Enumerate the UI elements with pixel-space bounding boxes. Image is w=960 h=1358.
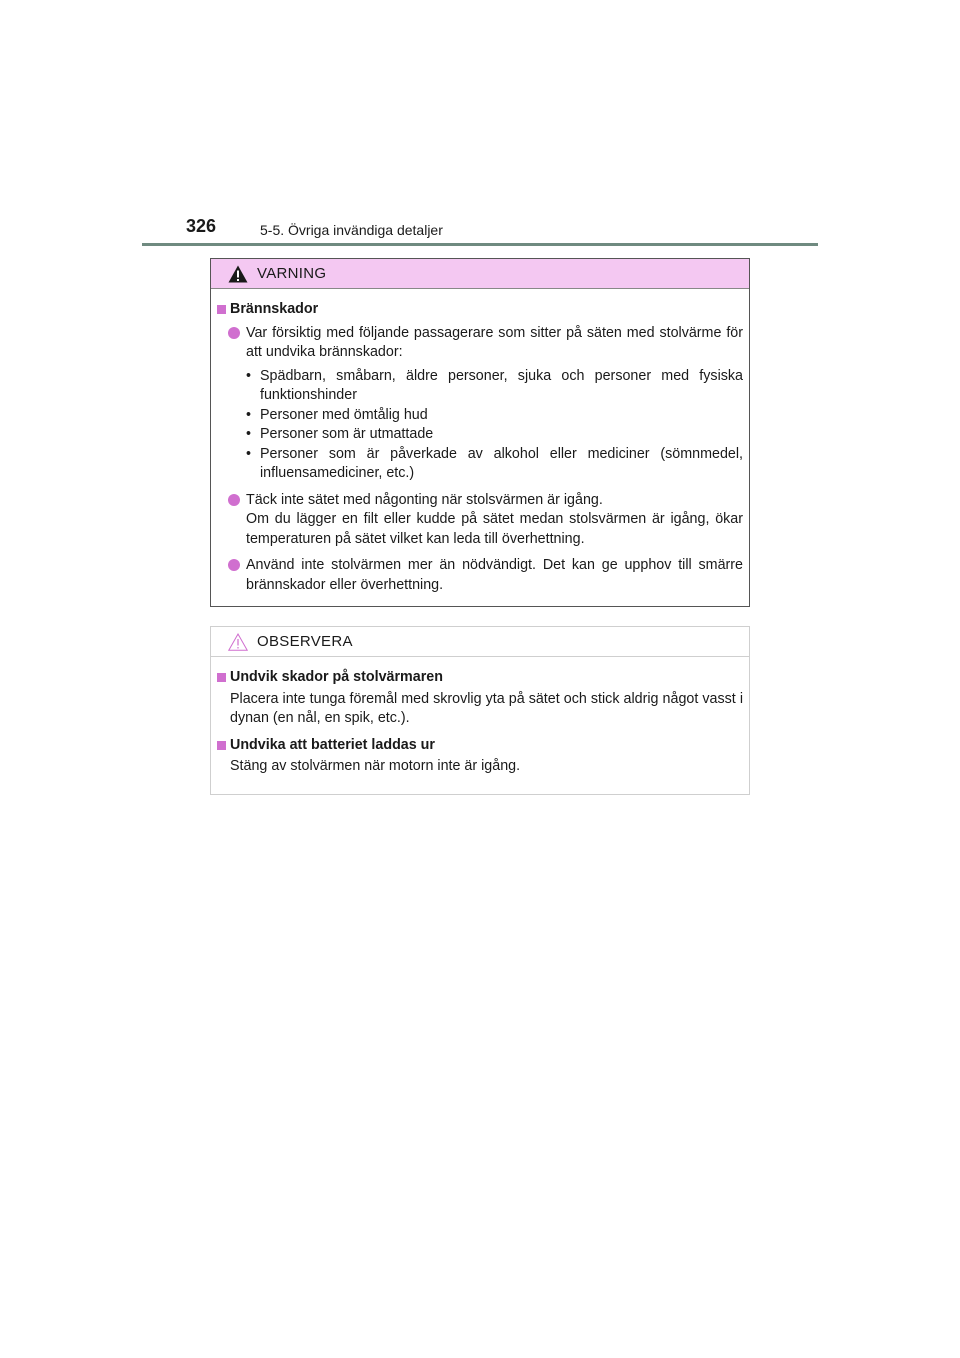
page-number: 326 <box>186 216 217 236</box>
warning-item2-line1: Täck inte sätet med någonting när stolsvärmen är igång. <box>246 491 603 508</box>
warning-item2-line2: Om du lägger en filt eller kudde på sätet medan stolsvärmen är igång, ökar temperaturen på sätet vilket kan leda till överhettning. <box>246 511 743 547</box>
warning-box <box>210 258 750 607</box>
bullet-char: • <box>246 445 252 462</box>
header-rule <box>142 243 818 246</box>
warning-item <box>217 491 743 550</box>
square-bullet-icon <box>217 741 226 750</box>
dot-bullet-icon <box>228 327 240 339</box>
square-bullet-icon <box>217 673 226 682</box>
warning-item <box>217 324 743 484</box>
warning-title: VARNING <box>257 265 327 282</box>
warning-item1-text: Var försiktig med följande passagerare som sitter på säten med stolvärme för att undvika brännskador: <box>246 324 743 360</box>
warning-heading <box>217 300 743 320</box>
caution-header <box>211 627 749 657</box>
caution-heading <box>217 736 743 756</box>
sub-list-item-text: Personer som är påverkade av alkohol eller mediciner (sömnmedel, influensamediciner, etc.) <box>260 445 743 481</box>
warning-item-text <box>246 324 743 484</box>
bullet-char: • <box>246 406 252 423</box>
dot-bullet-icon <box>228 494 240 506</box>
sub-list-item-text: Personer med ömtålig hud <box>260 406 428 423</box>
warning-item <box>217 556 743 595</box>
sub-list-item <box>246 425 743 445</box>
sub-list-item <box>246 445 743 484</box>
caution-body <box>211 657 749 777</box>
sub-list-item <box>246 367 743 406</box>
warning-triangle-icon <box>228 265 248 283</box>
sub-list <box>246 367 743 484</box>
caution-title: OBSERVERA <box>257 633 353 650</box>
caution-heading <box>217 668 743 688</box>
section-title: 5-5. Övriga invändiga detaljer <box>260 222 443 238</box>
bullet-char: • <box>246 426 252 442</box>
square-bullet-icon <box>217 305 226 314</box>
dot-bullet-icon <box>228 559 240 571</box>
sub-list-item-text: Personer som är utmattade <box>260 426 434 442</box>
bullet-char: • <box>246 367 252 384</box>
caution-box <box>210 626 750 795</box>
caution-heading1-text: Undvik skador på stolvärmaren <box>230 669 443 685</box>
warning-heading-text: Brännskador <box>230 301 319 317</box>
caution-heading2-text: Undvika att batteriet laddas ur <box>230 736 435 753</box>
caution-text: Stäng av stolvärmen när motorn inte är igång. <box>230 758 521 774</box>
warning-item3-text: Använd inte stolvärmen mer än nödvändigt. Det kan ge upphov till smärre brännskador eller överhettning. <box>246 557 743 593</box>
warning-header <box>211 259 749 289</box>
sub-list-item-text: Spädbarn, småbarn, äldre personer, sjuka och personer med fysiska funktionshinder <box>260 367 743 403</box>
caution-triangle-icon <box>228 633 248 651</box>
sub-list-item <box>246 406 743 426</box>
warning-item-text <box>246 491 743 550</box>
caution-text: Placera inte tunga föremål med skrovlig yta på sätet och stick aldrig något vasst i dynan (en nål, en spik, etc.). <box>230 690 743 726</box>
warning-body <box>211 289 749 595</box>
